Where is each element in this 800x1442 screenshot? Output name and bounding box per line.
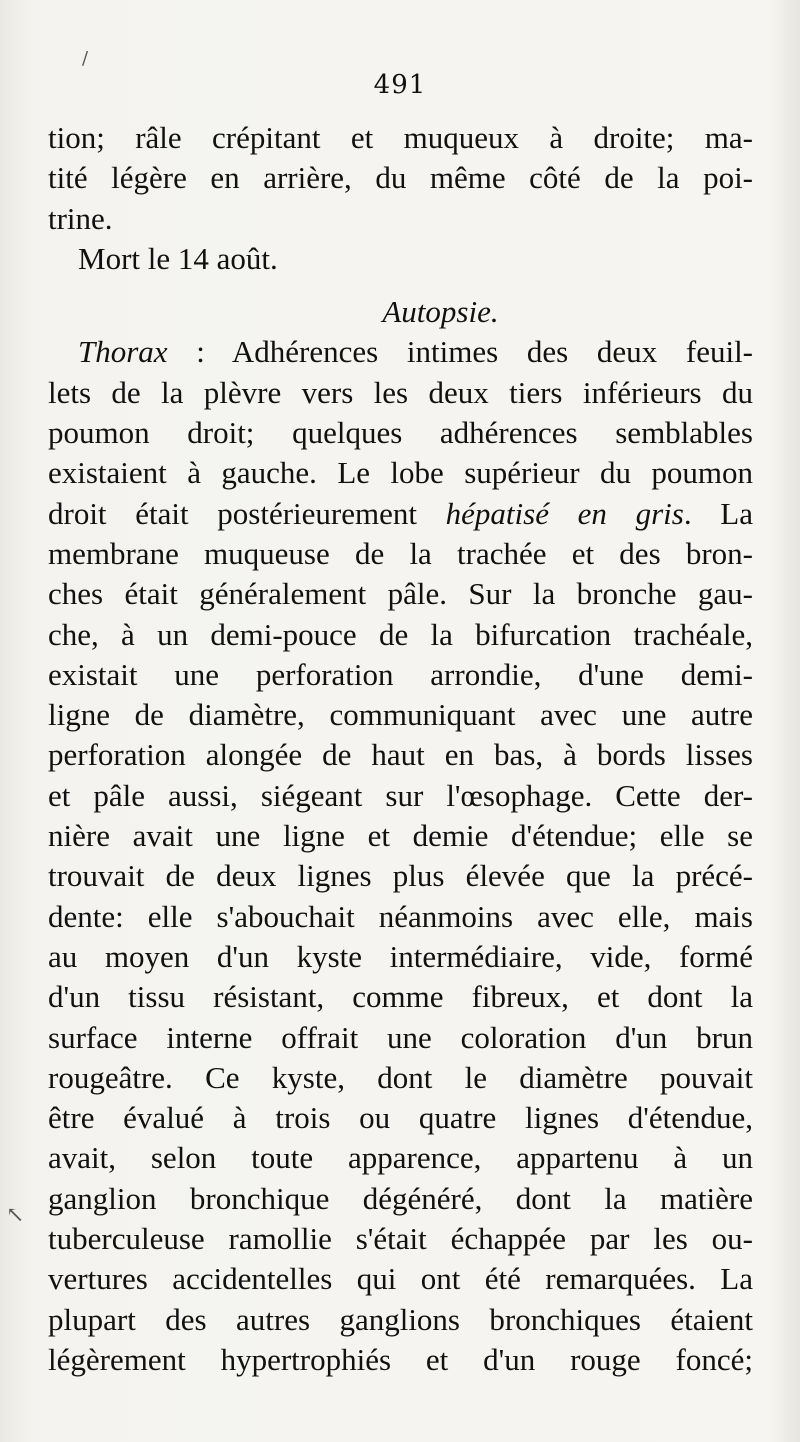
text-line: ligne de diamètre, communiquant avec une autre	[48, 697, 753, 733]
text-line: lets de la plèvre vers les deux tiers inférieurs du	[48, 374, 753, 410]
text-line: Thorax : Adhérences intimes des deux feuil-	[78, 334, 753, 370]
text-line: tuberculeuse ramollie s'était échappée par les ou-	[48, 1221, 753, 1257]
text-line: nière avait une ligne et demie d'étendue; elle se	[48, 818, 753, 854]
italic-term: hépatisé en gris	[445, 495, 684, 531]
text-line: existaient à gauche. Le lobe supérieur du poumon	[48, 455, 753, 491]
text-line: rougeâtre. Ce kyste, dont le diamètre pouvait	[48, 1059, 753, 1095]
text-line: légèrement hypertrophiés et d'un rouge foncé;	[48, 1341, 753, 1377]
text-line: ganglion bronchique dégénéré, dont la matière	[48, 1180, 753, 1216]
text-line: membrane muqueuse de la trachée et des bron-	[48, 535, 753, 571]
text-line: che, à un demi-pouce de la bifurcation trachéale,	[48, 616, 753, 652]
text-line: tion; râle crépitant et muqueux à droite; ma-	[48, 120, 753, 155]
death-date-line: Mort le 14 août.	[78, 240, 278, 276]
text-line: au moyen d'un kyste intermédiaire, vide, formé	[48, 938, 753, 974]
text-line: avait, selon toute apparence, appartenu à un	[48, 1140, 753, 1176]
page-number: 491	[373, 70, 427, 100]
text-line: tité légère en arrière, du même côté de la poi-	[48, 160, 753, 196]
text-line: trouvait de deux lignes plus élevée que la précé-	[48, 858, 753, 894]
margin-mark: /	[82, 48, 89, 69]
text-line: plupart des autres ganglions bronchiques étaient	[48, 1301, 753, 1337]
text-line: vertures accidentelles qui ont été remarquées. La	[48, 1261, 753, 1297]
section-heading: Autopsie.	[382, 294, 499, 330]
text-line: d'un tissu résistant, comme fibreux, et dont la	[48, 979, 753, 1015]
text-line: ches était généralement pâle. Sur la bronche gau-	[48, 576, 753, 612]
text-line: et pâle aussi, siégeant sur l'œsophage. Cette der-	[48, 777, 753, 813]
text-line: trine.	[48, 200, 113, 236]
text-line: surface interne offrait une coloration d'un brun	[48, 1019, 753, 1055]
margin-mark: ↖	[6, 1203, 25, 1228]
text-line: existait une perforation arrondie, d'une demi-	[48, 656, 753, 692]
body-text	[48, 118, 753, 1380]
text-line: droit était postérieurement hépatisé en gris. La	[48, 495, 753, 531]
thorax-label: Thorax	[78, 334, 168, 370]
text-line: perforation alongée de haut en bas, à bords lisses	[48, 737, 753, 773]
text-line: dente: elle s'abouchait néanmoins avec elle, mais	[48, 898, 753, 934]
text-line: être évalué à trois ou quatre lignes d'étendue,	[48, 1100, 753, 1136]
text-line: poumon droit; quelques adhérences semblables	[48, 415, 753, 451]
